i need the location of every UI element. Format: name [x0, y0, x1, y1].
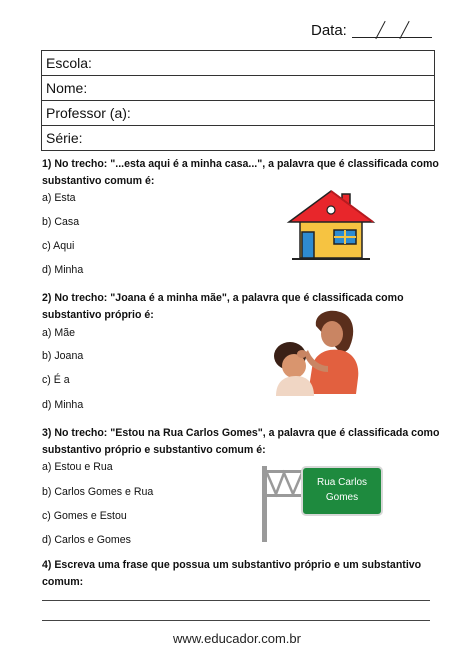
school-field[interactable]: Escola:	[46, 55, 92, 71]
footer-website: www.educador.com.br	[173, 631, 301, 646]
question-2-option-b[interactable]: b) Joana	[42, 350, 84, 362]
house-illustration	[286, 188, 376, 262]
street-sign-line-1: Rua Carlos	[316, 477, 368, 488]
question-3-option-d[interactable]: d) Carlos e Gomes	[42, 534, 131, 546]
question-3-option-b[interactable]: b) Carlos Gomes e Rua	[42, 486, 154, 498]
question-1-option-c[interactable]: c) Aqui	[42, 240, 75, 252]
question-1-option-b[interactable]: b) Casa	[42, 216, 80, 228]
question-3-option-c[interactable]: c) Gomes e Estou	[42, 510, 127, 522]
teacher-field[interactable]: Professor (a):	[42, 100, 434, 125]
street-sign-line-2: Gomes	[325, 492, 359, 503]
answer-line-2[interactable]	[42, 620, 430, 621]
question-2-option-a[interactable]: a) Mãe	[42, 327, 75, 339]
question-3: 3) No trecho: "Estou na Rua Carlos Gomes", a palavra que é classificada como substantivo próprio e substantivo comum é:	[42, 427, 440, 456]
answer-line-1[interactable]	[42, 600, 430, 601]
question-2-option-d[interactable]: d) Minha	[42, 399, 84, 411]
student-info-table	[41, 50, 435, 151]
question-4: 4) Escreva uma frase que possua um substantivo próprio e um substantivo comum:	[42, 559, 422, 588]
question-3-option-a[interactable]: a) Estou e Rua	[42, 461, 113, 473]
question-1-option-a[interactable]: a) Esta	[42, 192, 76, 204]
question-1-option-d[interactable]: d) Minha	[42, 264, 84, 276]
question-1: 1) No trecho: "...esta aqui é a minha casa...", a palavra que é classificada como substantivo comum é:	[42, 158, 439, 187]
date-label: Data:	[311, 22, 347, 39]
question-2: 2) No trecho: "Joana é a minha mãe", a palavra que é classificada como substantivo próprio é:	[42, 292, 404, 321]
question-2-option-c[interactable]: c) É a	[42, 374, 70, 386]
mother-child-illustration	[268, 310, 364, 396]
name-field[interactable]: Nome:	[42, 75, 434, 100]
grade-field[interactable]: Série:	[42, 125, 434, 150]
